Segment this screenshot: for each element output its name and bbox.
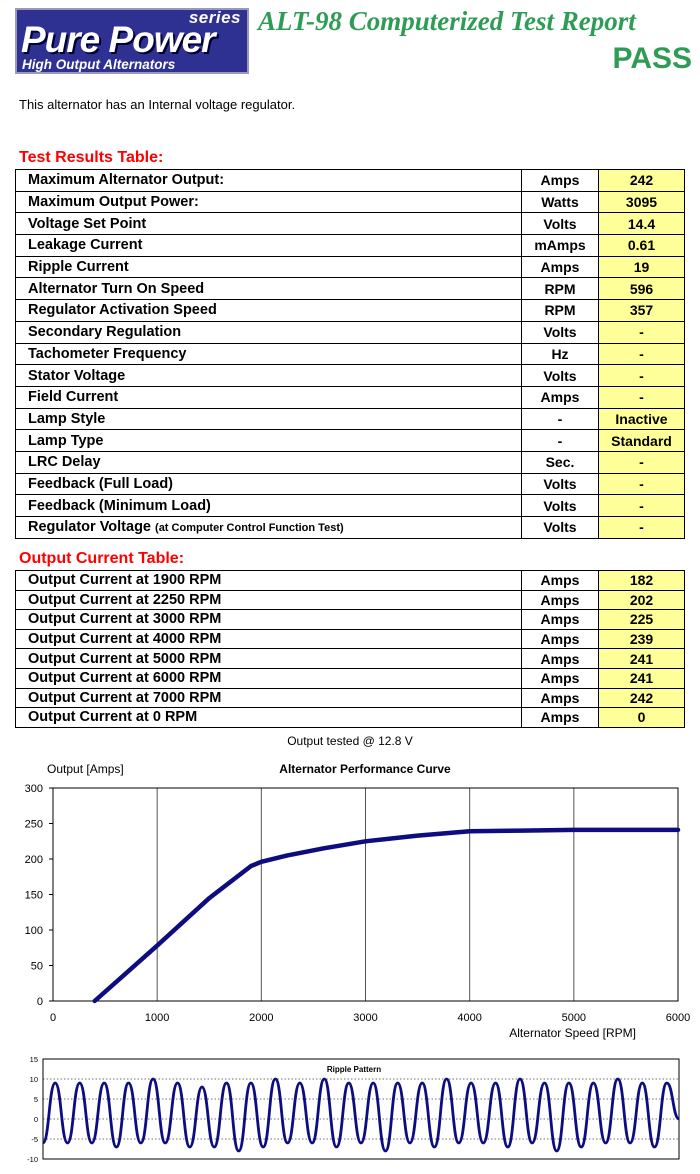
row-label-text: Feedback (Minimum Load) — [28, 497, 211, 514]
table-row — [16, 321, 685, 343]
row-unit: Watts — [522, 191, 599, 213]
row-unit: Volts — [522, 517, 599, 539]
y-tick-label: 300 — [24, 783, 43, 795]
row-label — [16, 430, 522, 452]
ripple-y-tick-label: 5 — [33, 1095, 38, 1104]
y-tick-label: 200 — [24, 854, 43, 866]
table-row — [16, 590, 685, 610]
row-label-text: Output Current at 4000 RPM — [28, 631, 222, 648]
performance-chart — [0, 752, 700, 1042]
table-row — [16, 386, 685, 408]
row-value: 242 — [599, 170, 685, 192]
row-label-text: Ripple Current — [28, 259, 129, 276]
row-label — [16, 321, 522, 343]
row-unit: Amps — [522, 708, 599, 728]
table-row — [16, 430, 685, 452]
row-unit: mAmps — [522, 235, 599, 257]
row-value: 0.61 — [599, 235, 685, 257]
table-row — [16, 278, 685, 300]
row-unit: RPM — [522, 300, 599, 322]
row-unit: RPM — [522, 278, 599, 300]
row-value: 357 — [599, 300, 685, 322]
row-label — [16, 517, 522, 539]
row-unit: Volts — [522, 365, 599, 387]
table-row — [16, 408, 685, 430]
intro-text: This alternator has an Internal voltage regulator. — [19, 97, 296, 112]
x-tick-label: 0 — [49, 1012, 57, 1024]
ripple-y-tick-label: 10 — [29, 1075, 38, 1084]
x-tick-label: 4000 — [457, 1012, 482, 1024]
row-label-text: Output Current at 1900 RPM — [28, 572, 222, 589]
row-value: 241 — [599, 668, 685, 688]
ripple-series — [43, 1079, 679, 1151]
row-value: 225 — [599, 610, 685, 630]
table-row — [16, 365, 685, 387]
row-unit: Amps — [522, 170, 599, 192]
row-value: - — [599, 495, 685, 517]
row-value: 596 — [599, 278, 685, 300]
y-tick-label: 150 — [24, 889, 43, 902]
table-row — [16, 610, 685, 630]
row-value: Standard — [599, 430, 685, 452]
row-label — [16, 235, 522, 257]
row-label-text: Maximum Output Power: — [28, 194, 199, 211]
row-value: 3095 — [599, 191, 685, 213]
row-unit: Amps — [522, 610, 599, 630]
row-label-text: Output Current at 0 RPM — [28, 709, 198, 726]
table-row — [16, 571, 685, 591]
chart-title: Alternator Performance Curve — [279, 762, 451, 776]
table-row — [16, 688, 685, 708]
row-label-text: Lamp Type — [28, 432, 104, 449]
table-row — [16, 170, 685, 192]
row-label — [16, 278, 522, 300]
row-value: - — [599, 386, 685, 408]
row-value: - — [599, 365, 685, 387]
row-label — [16, 708, 522, 728]
row-unit: Amps — [522, 629, 599, 649]
series-line-output — [95, 830, 678, 1001]
row-value: - — [599, 517, 685, 539]
table-row — [16, 256, 685, 278]
row-unit: Hz — [522, 343, 599, 365]
row-unit: Volts — [522, 495, 599, 517]
row-label-text: Output Current at 5000 RPM — [28, 650, 222, 667]
ripple-y-tick-label: -5 — [31, 1135, 38, 1144]
row-label — [16, 365, 522, 387]
row-value: 0 — [599, 708, 685, 728]
table-row — [16, 451, 685, 473]
row-label — [16, 629, 522, 649]
row-label — [16, 495, 522, 517]
row-unit: Amps — [522, 688, 599, 708]
row-unit: Amps — [522, 668, 599, 688]
ripple-y-tick-label: -10 — [27, 1155, 38, 1164]
brand-logo — [15, 8, 249, 74]
row-label-text: Secondary Regulation — [28, 324, 182, 341]
table-row — [16, 191, 685, 213]
row-label — [16, 590, 522, 610]
y-tick-label: 250 — [24, 818, 43, 831]
chart-ticks — [25, 783, 691, 1024]
row-unit: - — [522, 430, 599, 452]
table-row — [16, 300, 685, 322]
row-label-text: Stator Voltage — [28, 367, 126, 384]
row-unit: Amps — [522, 571, 599, 591]
ripple-series-line — [43, 1079, 679, 1151]
row-label — [16, 473, 522, 495]
table-row — [16, 629, 685, 649]
x-tick-label: 2000 — [249, 1012, 274, 1024]
row-label-text: Leakage Current — [28, 237, 143, 254]
row-label-note: (at Computer Control Function Test) — [155, 521, 344, 534]
report-title: ALT-98 Computerized Test Report — [258, 6, 636, 36]
row-unit: Volts — [522, 473, 599, 495]
row-value: - — [599, 321, 685, 343]
row-label-text: Output Current at 6000 RPM — [28, 670, 222, 687]
row-value: - — [599, 473, 685, 495]
table-row — [16, 668, 685, 688]
row-label — [16, 571, 522, 591]
table-row — [16, 343, 685, 365]
table-row — [16, 495, 685, 517]
row-label-text: Tachometer Frequency — [28, 345, 187, 362]
table-row — [16, 649, 685, 669]
row-unit: Volts — [522, 321, 599, 343]
row-unit: Amps — [522, 590, 599, 610]
row-label — [16, 649, 522, 669]
row-unit: - — [522, 408, 599, 430]
row-unit: Volts — [522, 213, 599, 235]
row-unit: Amps — [522, 386, 599, 408]
test-results-title: Test Results Table: — [19, 149, 164, 166]
row-label — [16, 668, 522, 688]
row-label — [16, 343, 522, 365]
row-value: - — [599, 451, 685, 473]
row-label-text: Regulator Activation Speed — [28, 302, 217, 319]
logo-sub-text: High Output Alternators — [22, 57, 176, 72]
chart-y-label: Output [Amps] — [47, 762, 124, 776]
row-label-text: Output Current at 2250 RPM — [28, 591, 222, 608]
logo-main-text: Pure Power — [21, 19, 215, 60]
x-tick-label: 6000 — [665, 1012, 691, 1024]
row-label-text: Output Current at 7000 RPM — [28, 689, 222, 706]
row-value: 14.4 — [599, 213, 685, 235]
row-label-text: Lamp Style — [28, 410, 106, 427]
ripple-title: Ripple Pattern — [326, 1065, 382, 1074]
row-label-text: Feedback (Full Load) — [28, 475, 174, 492]
row-value: 19 — [599, 256, 685, 278]
row-label — [16, 256, 522, 278]
chart-x-label: Alternator Speed [RPM] — [509, 1026, 636, 1040]
x-tick-label: 3000 — [353, 1012, 378, 1024]
ripple-grid — [43, 1079, 679, 1139]
row-label-text: Alternator Turn On Speed — [28, 280, 205, 297]
row-unit: Sec. — [522, 451, 599, 473]
row-value: - — [599, 343, 685, 365]
row-label-text: LRC Delay — [28, 454, 101, 471]
row-value: 239 — [599, 629, 685, 649]
row-label — [16, 191, 522, 213]
output-tested-note: Output tested @ 12.8 V — [287, 734, 413, 748]
pass-status: PASS — [612, 42, 692, 75]
test-results-table — [15, 169, 685, 539]
row-value: Inactive — [599, 408, 685, 430]
ripple-y-tick-label: 0 — [33, 1115, 38, 1124]
table-row — [16, 517, 685, 539]
row-label — [16, 213, 522, 235]
row-label-text: Field Current — [28, 389, 119, 406]
y-tick-label: 50 — [30, 960, 43, 973]
output-current-title: Output Current Table: — [19, 550, 185, 567]
table-row — [16, 213, 685, 235]
row-value: 202 — [599, 590, 685, 610]
row-value: 182 — [599, 571, 685, 591]
row-label — [16, 451, 522, 473]
row-label — [16, 610, 522, 630]
table-row — [16, 235, 685, 257]
ripple-y-tick-label: 15 — [29, 1056, 38, 1064]
x-tick-label: 1000 — [144, 1012, 170, 1024]
row-label-text: Output Current at 3000 RPM — [28, 611, 222, 628]
y-tick-label: 100 — [24, 925, 43, 937]
ripple-ticks — [27, 1056, 38, 1164]
row-label — [16, 300, 522, 322]
row-value: 241 — [599, 649, 685, 669]
row-unit: Amps — [522, 649, 599, 669]
row-label — [16, 386, 522, 408]
chart-grid — [157, 788, 574, 1001]
row-unit: Amps — [522, 256, 599, 278]
y-tick-label: 0 — [36, 996, 43, 1008]
row-label-text: Regulator Voltage — [28, 518, 151, 535]
row-label — [16, 170, 522, 192]
row-label — [16, 408, 522, 430]
table-row — [16, 473, 685, 495]
ripple-chart — [0, 1056, 700, 1172]
x-tick-label: 5000 — [561, 1012, 587, 1024]
table-row — [16, 708, 685, 728]
logo-series-text: series — [188, 8, 241, 27]
row-value: 242 — [599, 688, 685, 708]
chart-series — [95, 830, 678, 1001]
row-label — [16, 688, 522, 708]
row-label-text: Voltage Set Point — [28, 215, 147, 232]
output-current-table — [15, 570, 685, 728]
row-label-text: Maximum Alternator Output: — [28, 172, 225, 189]
